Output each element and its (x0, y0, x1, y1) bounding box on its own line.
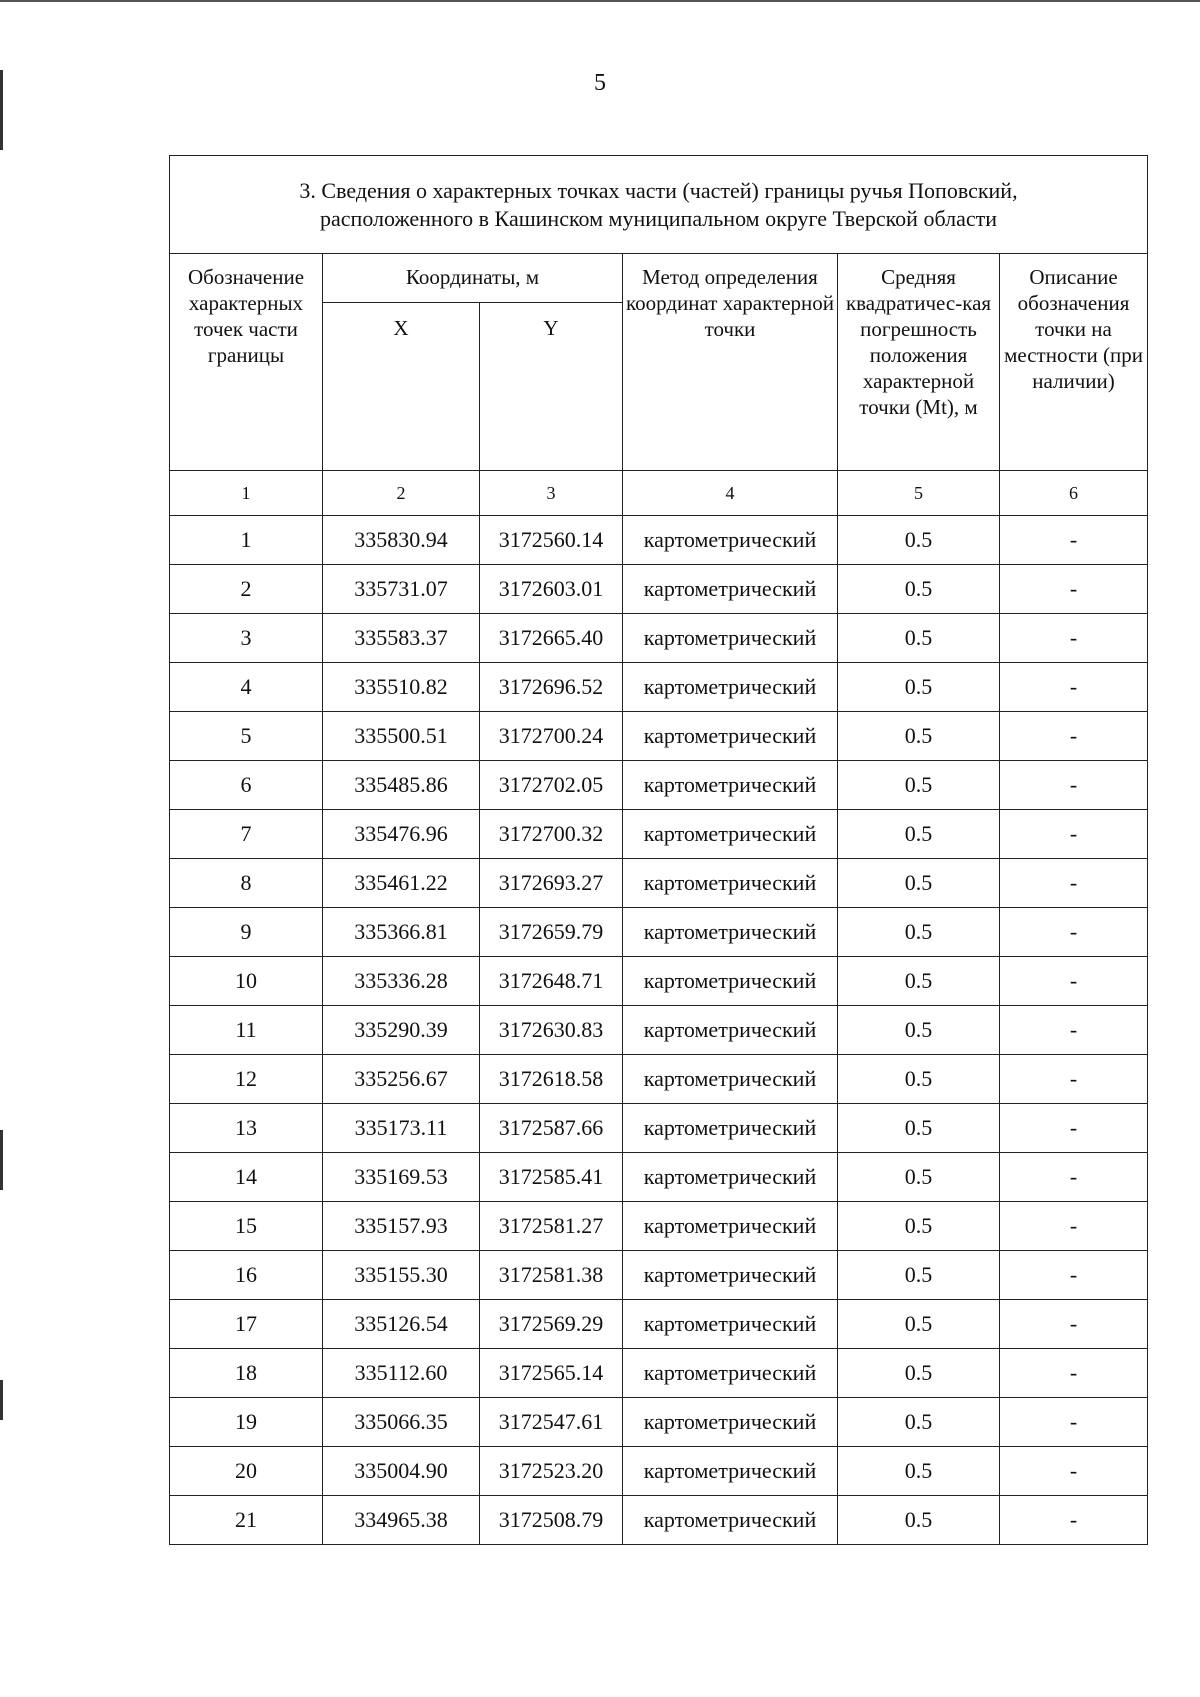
cell-point: 3 (170, 614, 323, 663)
cell-method: картометрический (623, 565, 838, 614)
cell-point: 11 (170, 1006, 323, 1055)
cell-y: 3172659.79 (480, 908, 623, 957)
column-number: 5 (838, 471, 1000, 516)
scan-top-edge (0, 0, 1200, 2)
cell-x: 335157.93 (323, 1202, 480, 1251)
cell-point: 20 (170, 1447, 323, 1496)
cell-y: 3172618.58 (480, 1055, 623, 1104)
header-description: Описание обозначения точки на местности (при наличии) (1000, 254, 1148, 471)
cell-method: картометрический (623, 810, 838, 859)
cell-x: 335485.86 (323, 761, 480, 810)
cell-point: 19 (170, 1398, 323, 1447)
table-body (170, 516, 1148, 1545)
cell-y: 3172587.66 (480, 1104, 623, 1153)
cell-method: картометрический (623, 957, 838, 1006)
table-row (170, 663, 1148, 712)
cell-x: 335583.37 (323, 614, 480, 663)
cell-x: 335510.82 (323, 663, 480, 712)
cell-error: 0.5 (838, 516, 1000, 565)
cell-method: картометрический (623, 1153, 838, 1202)
cell-error: 0.5 (838, 1153, 1000, 1202)
cell-x: 335830.94 (323, 516, 480, 565)
cell-x: 335290.39 (323, 1006, 480, 1055)
cell-error: 0.5 (838, 712, 1000, 761)
column-number-row (170, 471, 1148, 516)
coordinates-table (169, 155, 1148, 1545)
table-row (170, 859, 1148, 908)
cell-y: 3172585.41 (480, 1153, 623, 1202)
table-row (170, 1447, 1148, 1496)
cell-point: 21 (170, 1496, 323, 1545)
cell-error: 0.5 (838, 1104, 1000, 1153)
cell-description: - (1000, 516, 1148, 565)
cell-description: - (1000, 810, 1148, 859)
page-number: 5 (594, 70, 606, 96)
cell-method: картометрический (623, 908, 838, 957)
cell-description: - (1000, 1398, 1148, 1447)
cell-description: - (1000, 1006, 1148, 1055)
cell-method: картометрический (623, 1496, 838, 1545)
table-row (170, 908, 1148, 957)
table-row (170, 712, 1148, 761)
cell-error: 0.5 (838, 1349, 1000, 1398)
cell-y: 3172648.71 (480, 957, 623, 1006)
cell-y: 3172700.32 (480, 810, 623, 859)
cell-x: 335066.35 (323, 1398, 480, 1447)
header-point: Обозначение характерных точек части границы (170, 254, 323, 471)
cell-point: 13 (170, 1104, 323, 1153)
coordinates-table-container (169, 155, 1147, 1545)
cell-x: 335500.51 (323, 712, 480, 761)
table-caption (170, 156, 1148, 254)
cell-y: 3172565.14 (480, 1349, 623, 1398)
table-row (170, 1251, 1148, 1300)
cell-y: 3172603.01 (480, 565, 623, 614)
cell-description: - (1000, 614, 1148, 663)
header-method: Метод определения координат характерной точки (623, 254, 838, 471)
cell-description: - (1000, 908, 1148, 957)
scan-edge-mark (0, 1380, 3, 1420)
cell-x: 335173.11 (323, 1104, 480, 1153)
cell-error: 0.5 (838, 1202, 1000, 1251)
cell-method: картометрический (623, 1104, 838, 1153)
cell-method: картометрический (623, 1398, 838, 1447)
cell-description: - (1000, 859, 1148, 908)
cell-description: - (1000, 1447, 1148, 1496)
table-row (170, 810, 1148, 859)
cell-x: 335731.07 (323, 565, 480, 614)
cell-x: 335256.67 (323, 1055, 480, 1104)
cell-x: 334965.38 (323, 1496, 480, 1545)
cell-x: 335155.30 (323, 1251, 480, 1300)
cell-x: 335461.22 (323, 859, 480, 908)
cell-y: 3172581.27 (480, 1202, 623, 1251)
cell-point: 4 (170, 663, 323, 712)
cell-point: 8 (170, 859, 323, 908)
cell-method: картометрический (623, 712, 838, 761)
cell-point: 17 (170, 1300, 323, 1349)
column-number: 1 (170, 471, 323, 516)
cell-point: 9 (170, 908, 323, 957)
header-coordinates: Координаты, м (323, 254, 623, 303)
cell-description: - (1000, 1496, 1148, 1545)
table-row (170, 1006, 1148, 1055)
table-row (170, 516, 1148, 565)
table-row (170, 1398, 1148, 1447)
cell-y: 3172700.24 (480, 712, 623, 761)
cell-error: 0.5 (838, 565, 1000, 614)
cell-error: 0.5 (838, 614, 1000, 663)
cell-description: - (1000, 761, 1148, 810)
table-row (170, 1153, 1148, 1202)
cell-description: - (1000, 712, 1148, 761)
table-row (170, 1300, 1148, 1349)
caption-line-2: расположенного в Кашинском муниципальном округе Тверской области (320, 205, 997, 231)
cell-description: - (1000, 565, 1148, 614)
cell-method: картометрический (623, 663, 838, 712)
cell-method: картометрический (623, 614, 838, 663)
cell-point: 18 (170, 1349, 323, 1398)
table-row (170, 565, 1148, 614)
column-number: 6 (1000, 471, 1148, 516)
cell-error: 0.5 (838, 1447, 1000, 1496)
cell-description: - (1000, 663, 1148, 712)
cell-error: 0.5 (838, 1398, 1000, 1447)
cell-description: - (1000, 1153, 1148, 1202)
cell-method: картометрический (623, 1202, 838, 1251)
cell-y: 3172547.61 (480, 1398, 623, 1447)
cell-y: 3172569.29 (480, 1300, 623, 1349)
header-error: Средняя квадратичес-кая погрешность положения характерной точки (Mt), м (838, 254, 1000, 471)
cell-method: картометрический (623, 1300, 838, 1349)
table-row (170, 1104, 1148, 1153)
cell-x: 335112.60 (323, 1349, 480, 1398)
cell-x: 335336.28 (323, 957, 480, 1006)
cell-method: картометрический (623, 1349, 838, 1398)
cell-description: - (1000, 1104, 1148, 1153)
cell-method: картометрический (623, 1447, 838, 1496)
cell-error: 0.5 (838, 663, 1000, 712)
cell-y: 3172693.27 (480, 859, 623, 908)
cell-x: 335169.53 (323, 1153, 480, 1202)
cell-error: 0.5 (838, 1251, 1000, 1300)
cell-y: 3172523.20 (480, 1447, 623, 1496)
column-number: 2 (323, 471, 480, 516)
cell-x: 335366.81 (323, 908, 480, 957)
cell-error: 0.5 (838, 1300, 1000, 1349)
cell-point: 1 (170, 516, 323, 565)
cell-x: 335004.90 (323, 1447, 480, 1496)
cell-y: 3172630.83 (480, 1006, 623, 1055)
cell-x: 335476.96 (323, 810, 480, 859)
cell-error: 0.5 (838, 1496, 1000, 1545)
cell-y: 3172508.79 (480, 1496, 623, 1545)
table-row (170, 957, 1148, 1006)
cell-method: картометрический (623, 1251, 838, 1300)
cell-error: 0.5 (838, 957, 1000, 1006)
cell-y: 3172560.14 (480, 516, 623, 565)
cell-point: 15 (170, 1202, 323, 1251)
cell-point: 6 (170, 761, 323, 810)
caption-line-1: 3. Сведения о характерных точках части (частей) границы ручья Поповский, (299, 177, 1018, 203)
cell-point: 10 (170, 957, 323, 1006)
cell-y: 3172665.40 (480, 614, 623, 663)
table-row (170, 761, 1148, 810)
cell-x: 335126.54 (323, 1300, 480, 1349)
cell-description: - (1000, 1251, 1148, 1300)
cell-error: 0.5 (838, 1006, 1000, 1055)
cell-y: 3172581.38 (480, 1251, 623, 1300)
cell-error: 0.5 (838, 1055, 1000, 1104)
cell-description: - (1000, 1300, 1148, 1349)
cell-method: картометрический (623, 1006, 838, 1055)
cell-point: 14 (170, 1153, 323, 1202)
cell-description: - (1000, 1055, 1148, 1104)
table-row (170, 614, 1148, 663)
cell-error: 0.5 (838, 761, 1000, 810)
table-row (170, 1496, 1148, 1545)
cell-error: 0.5 (838, 908, 1000, 957)
header-x: X (323, 303, 480, 471)
cell-point: 16 (170, 1251, 323, 1300)
cell-method: картометрический (623, 859, 838, 908)
scan-edge-mark (0, 1130, 3, 1190)
cell-method: картометрический (623, 761, 838, 810)
table-row (170, 1055, 1148, 1104)
table-row (170, 1202, 1148, 1251)
cell-y: 3172696.52 (480, 663, 623, 712)
cell-description: - (1000, 1202, 1148, 1251)
cell-description: - (1000, 957, 1148, 1006)
table-row (170, 1349, 1148, 1398)
column-number: 3 (480, 471, 623, 516)
cell-point: 7 (170, 810, 323, 859)
cell-y: 3172702.05 (480, 761, 623, 810)
cell-error: 0.5 (838, 810, 1000, 859)
cell-point: 2 (170, 565, 323, 614)
cell-method: картометрический (623, 1055, 838, 1104)
cell-error: 0.5 (838, 859, 1000, 908)
cell-point: 12 (170, 1055, 323, 1104)
cell-description: - (1000, 1349, 1148, 1398)
cell-point: 5 (170, 712, 323, 761)
cell-method: картометрический (623, 516, 838, 565)
column-number: 4 (623, 471, 838, 516)
header-y: Y (480, 303, 623, 471)
